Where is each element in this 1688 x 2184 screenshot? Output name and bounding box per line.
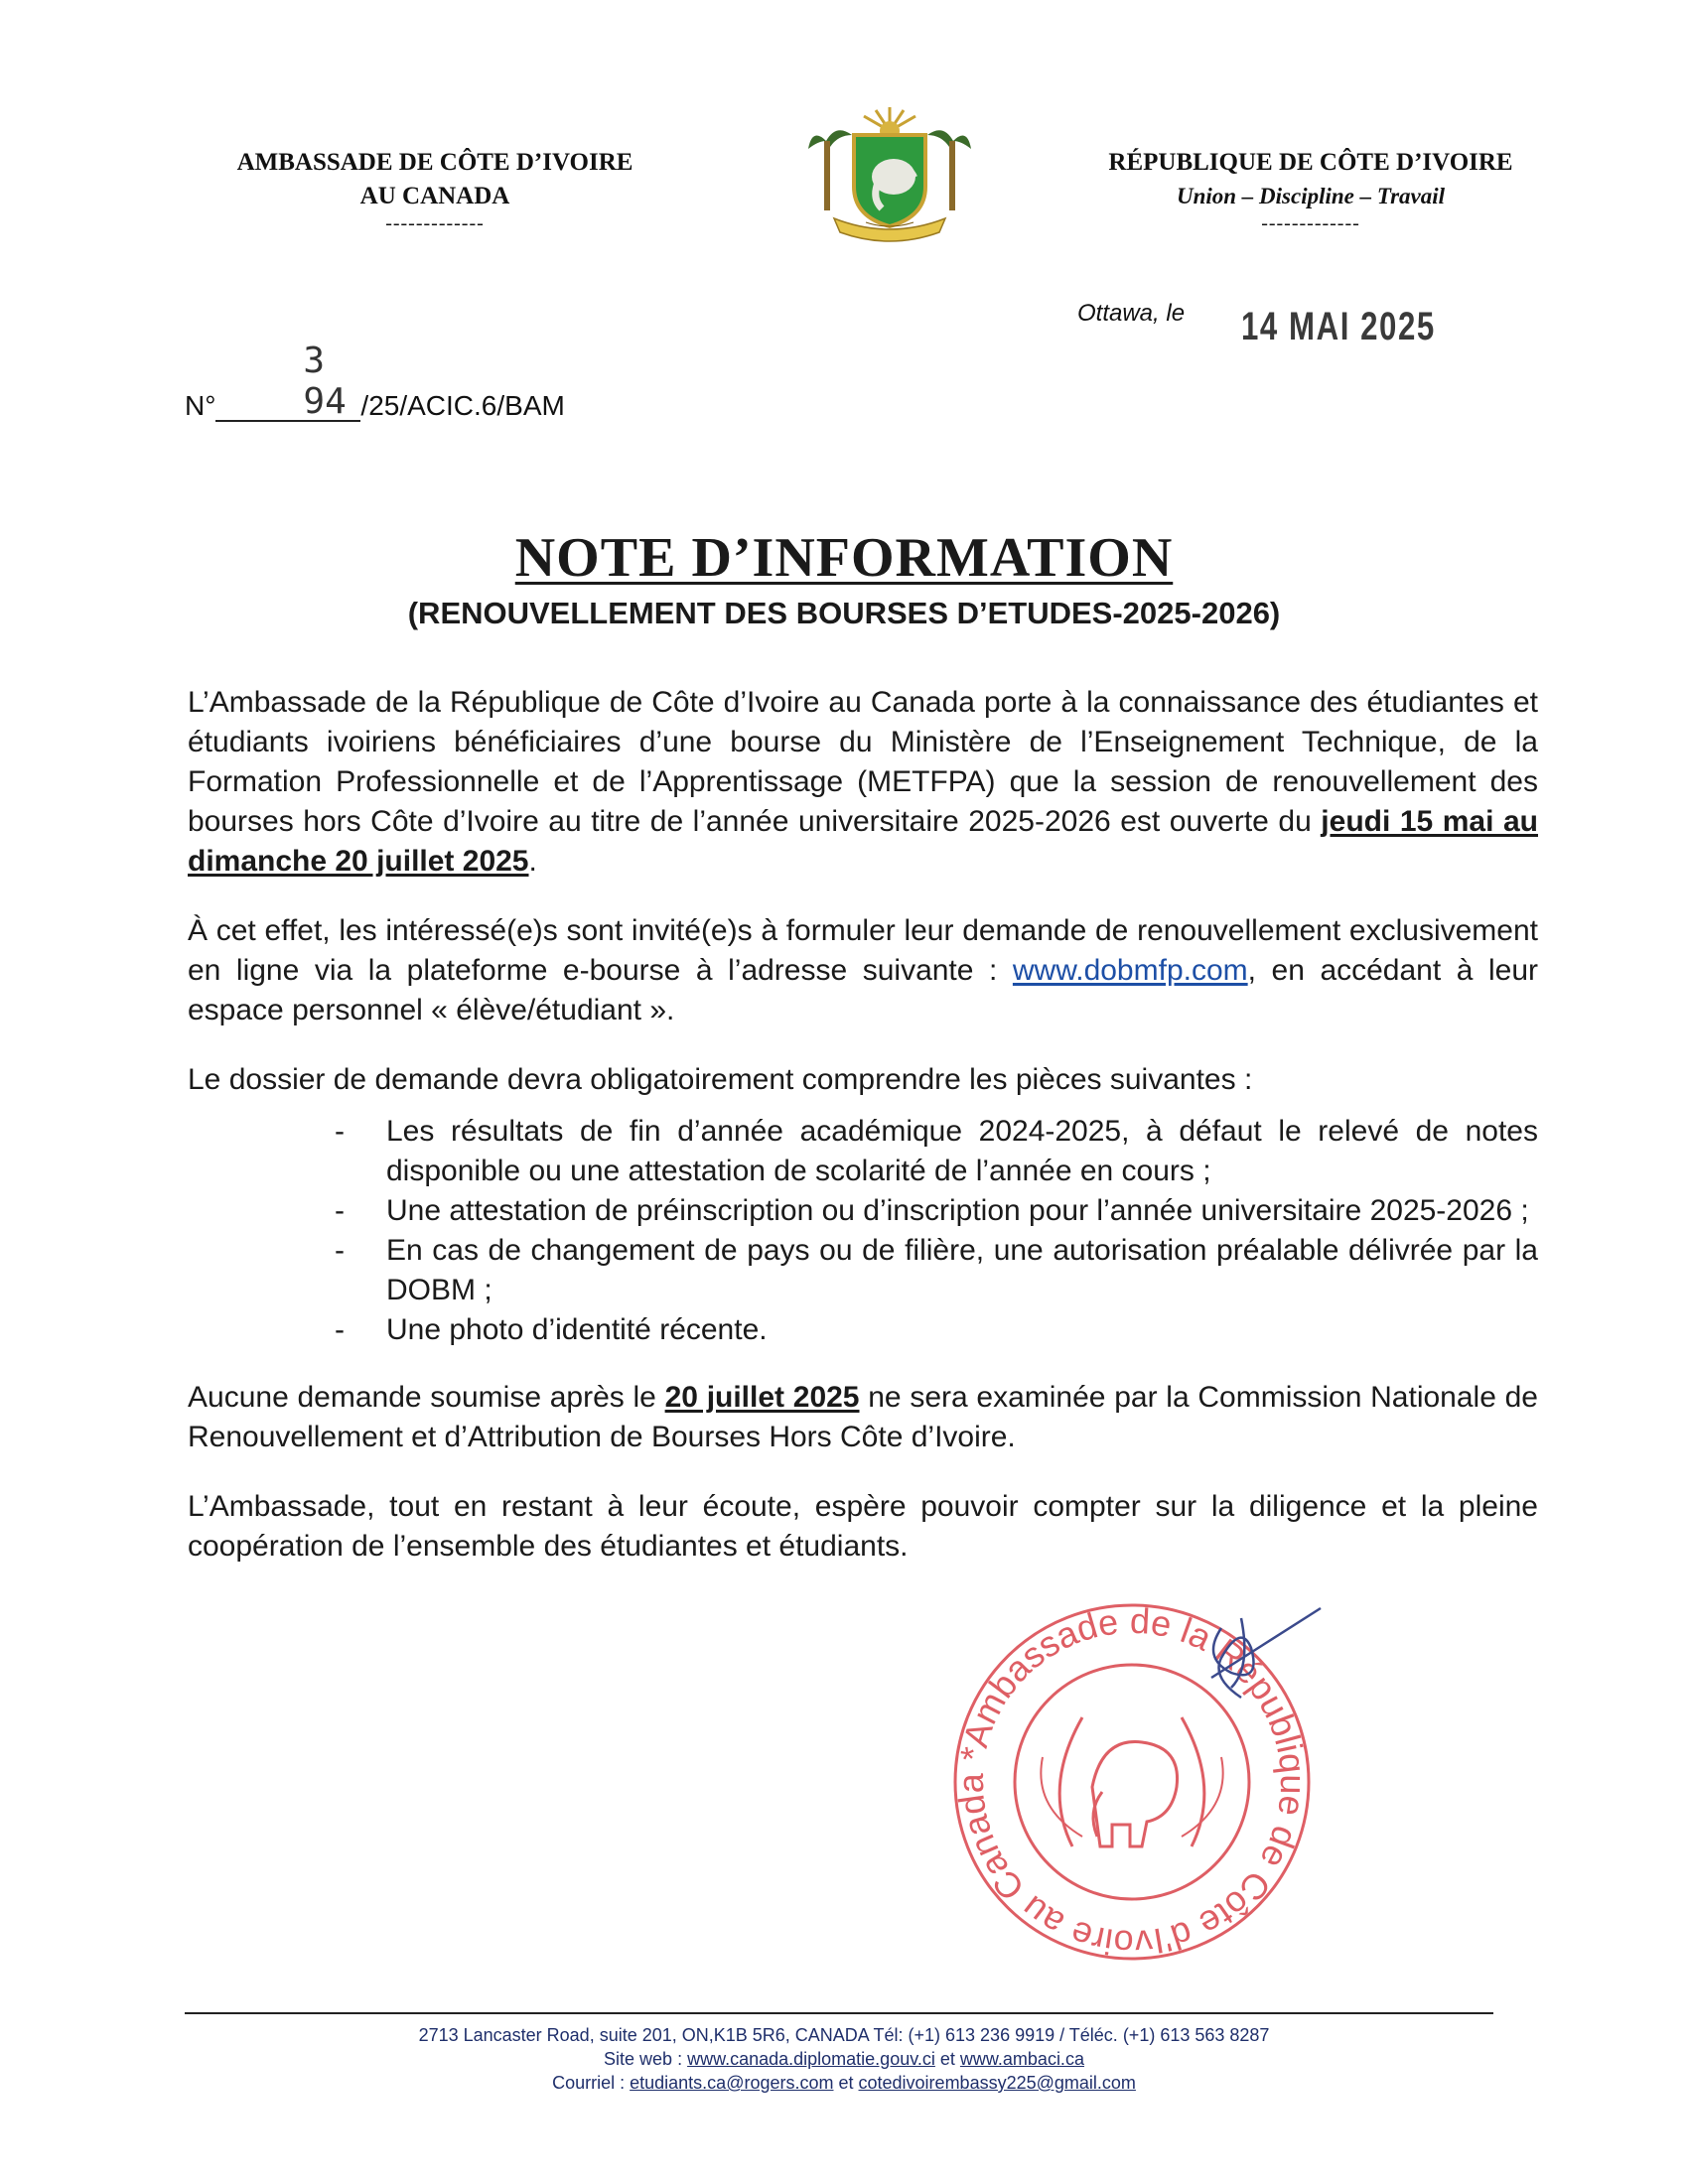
document-title: NOTE D’INFORMATION (514, 527, 1174, 589)
deadline-date: 20 juillet 2025 (664, 1381, 860, 1414)
reference-handwritten-number: 3 94 (303, 341, 347, 422)
document-subtitle: (RENOUVELLEMENT DES BOURSES D’ETUDES-2025-2026) (407, 596, 1281, 630)
student-email-link[interactable]: etudiants.ca@rogers.com (630, 2073, 834, 2093)
list-item (188, 1112, 1538, 1191)
national-motto: Union – Discipline – Travail (1176, 184, 1446, 208)
paragraph-instructions (188, 911, 1538, 1030)
paragraph-requirements-intro: Le dossier de demande devra obligatoirement comprendre les pièces suivantes : (188, 1063, 1253, 1096)
instructions-text: À cet effet, les intéressé(e)s sont invité(e)s à formuler leur demande de renouvellement exclusivement en ligne via la plateforme e-bourse à l’adresse suivante : (188, 914, 1538, 987)
list-bullet: - (335, 1313, 345, 1346)
email-label: Courriel : (552, 2073, 631, 2093)
header-divider-right: ------------- (1261, 212, 1360, 234)
embassy-name: AMBASSADE DE CÔTE D’IVOIRE (236, 149, 633, 176)
list-item-text: En cas de changement de pays ou de filière, une autorisation préalable délivrée par la DOBM ; (386, 1234, 1538, 1306)
official-seal-stamp (923, 1588, 1340, 1976)
list-bullet: - (335, 1115, 345, 1148)
ambaci-website-link[interactable]: www.ambaci.ca (959, 2049, 1084, 2069)
date-stamp: 14 MAI 2025 (1241, 305, 1436, 348)
footer-address: 2713 Lancaster Road, suite 201, ON,K1B 5R6, CANADA Tél: (+1) 613 236 9919 / Téléc. (+1) 613 563 8287 (418, 2025, 1270, 2045)
reference-handwritten-line (215, 341, 360, 422)
list-item-text: Les résultats de fin d’année académique 2024-2025, à défaut le relevé de notes disponible ou une attestation de scolarité de l’année en cours ; (386, 1115, 1538, 1187)
paragraph-deadline (188, 1378, 1538, 1457)
paragraph-announcement (188, 683, 1538, 882)
embassy-email-link[interactable]: cotedivoirembassy225@gmail.com (858, 2073, 1136, 2093)
website-join: et (934, 2049, 960, 2069)
footer-emails (0, 2071, 1688, 2095)
announcement-text: L’Ambassade de la République de Côte d’Ivoire au Canada porte à la connaissance des étudiantes et étudiants ivoiriens bénéficiaires d’une bourse du Ministère de l’Enseignement Technique, de la Formation Professionnelle et de l’Apprentissage (METFPA) que la session de renouvellement des bourses hors Côte d’Ivoire au titre de l’année universitaire 2025-2026 est ouverte du (188, 686, 1538, 838)
list-item (188, 1231, 1538, 1310)
list-item (188, 1191, 1538, 1231)
seal-text: *Ambassade de la République de Côte d'Ivoire au Canada (949, 1599, 1315, 1965)
deadline-end: ne sera examinée par la Commission Nationale de Renouvellement et d’Attribution de Bourses Hors Côte d’Ivoire. (188, 1381, 1538, 1453)
list-item-text: Une attestation de préinscription ou d’inscription pour l’année universitaire 2025-2026 ; (386, 1194, 1529, 1227)
announcement-end: . (528, 845, 537, 878)
document-title-block (0, 526, 1688, 631)
requirements-list (188, 1112, 1538, 1350)
reference-number (185, 341, 565, 422)
date-label: Ottawa, le (1077, 300, 1186, 327)
embassy-location: AU CANADA (359, 183, 510, 209)
republic-name: RÉPUBLIQUE DE CÔTE D’IVOIRE (1108, 149, 1513, 176)
paragraph-closing: L’Ambassade, tout en restant à leur écoute, espère pouvoir compter sur la diligence et la pleine coopération de l’ensemble des étudiantes et étudiants. (188, 1490, 1538, 1563)
republic-heading (1082, 146, 1539, 233)
website-label: Site web : (604, 2049, 688, 2069)
embassy-website-link[interactable]: www.canada.diplomatie.gouv.ci (687, 2049, 935, 2069)
embassy-heading (216, 146, 653, 233)
reference-prefix: N° (185, 390, 216, 421)
list-bullet: - (335, 1194, 345, 1227)
list-item (188, 1310, 1538, 1350)
list-bullet: - (335, 1234, 345, 1267)
document-body (188, 683, 1538, 1596)
coat-of-arms-emblem (804, 101, 975, 242)
footer-contact (0, 2023, 1688, 2095)
deadline-text: Aucune demande soumise après le (188, 1381, 665, 1414)
list-item-text: Une photo d’identité récente. (386, 1313, 768, 1346)
footer-websites (0, 2047, 1688, 2071)
application-period: jeudi 15 mai au dimanche 20 juillet 2025 (188, 805, 1538, 878)
e-bourse-link[interactable]: www.dobmfp.com (1012, 954, 1248, 987)
instructions-end: , en accédant à leur espace personnel « élève/étudiant ». (188, 954, 1538, 1026)
email-join: et (833, 2073, 859, 2093)
reference-suffix: /25/ACIC.6/BAM (360, 390, 565, 421)
footer-divider (185, 2012, 1493, 2014)
header-divider-left: ------------- (385, 212, 485, 234)
